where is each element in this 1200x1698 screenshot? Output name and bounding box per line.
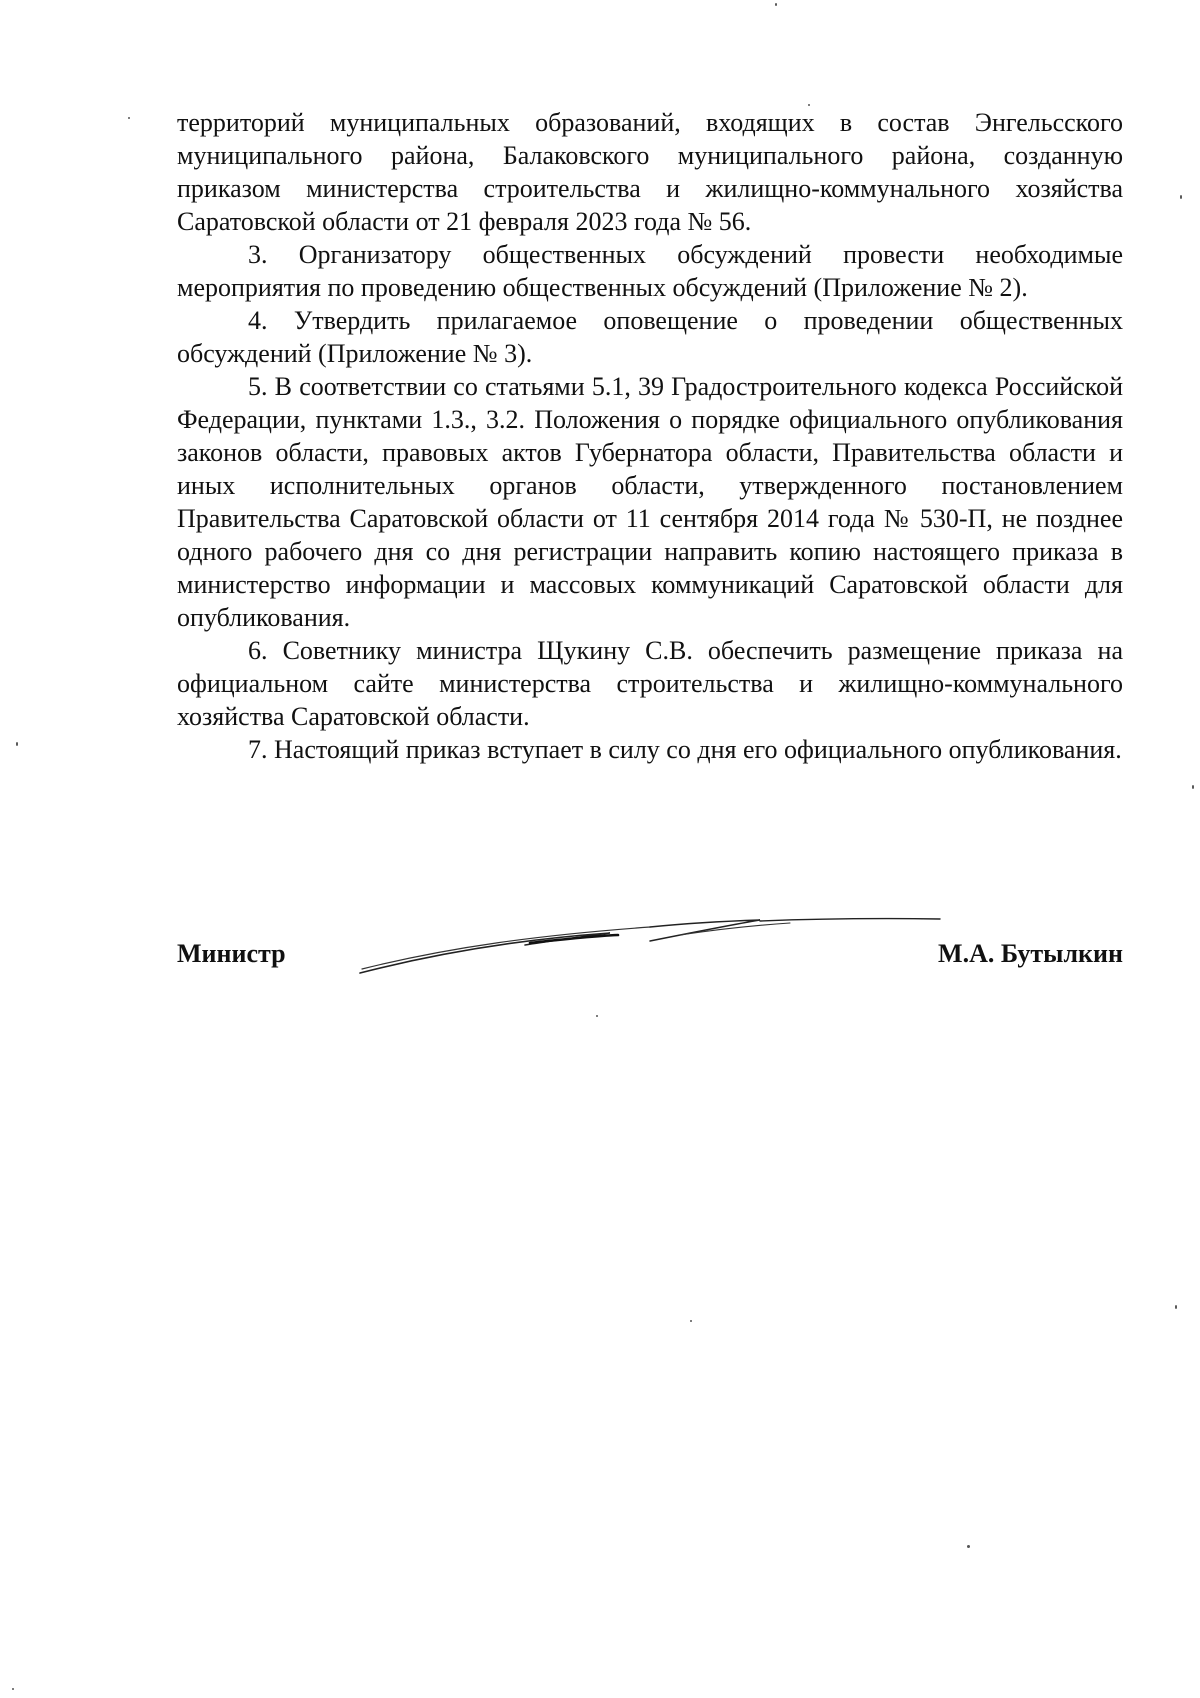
paragraph-4: 4. Утвердить прилагаемое оповещение о проведении общественных обсуждений (Приложение № 3). [177,306,1123,368]
scan-speck [1180,195,1182,199]
signatory-position: Министр [177,939,286,968]
scan-speck [967,1545,970,1548]
signatory-name: М.А. Бутылкин [938,939,1123,968]
paragraph-7: 7. Настоящий приказ вступает в силу со дня его официального опубликования. [248,735,1122,764]
scan-speck [596,1015,598,1017]
scan-speck [1192,785,1194,789]
scan-speck [128,117,130,119]
scan-speck [16,742,18,746]
scan-speck [808,104,810,106]
document-body [177,106,1123,766]
scan-speck [12,1688,14,1690]
paragraph-3: 3. Организатору общественных обсуждений провести необходимые мероприятия по проведению общественных обсуждений (Приложение № 2). [177,240,1123,302]
paragraph-5: 5. В соответствии со статьями 5.1, 39 Градостроительного кодекса Российской Федерации, пунктами 1.3., 3.2. Положения о порядке официального опубликования законов области, правовых актов Губернатора области, Правительства области и иных исполнительных органов области, утвержденного постановлением Правительства Саратовской области от 11 сентября 2014 года № 530-П, не позднее одного рабочего дня со дня регистрации направить копию настоящего приказа в министерство информации и массовых коммуникаций Саратовской области для опубликования. [177,372,1123,632]
scan-speck [690,1320,692,1322]
scan-speck [1175,1305,1177,1309]
scan-speck [775,3,777,6]
signature-block [177,930,1123,978]
paragraph-6: 6. Советнику министра Щукину С.В. обеспечить размещение приказа на официальном сайте министерства строительства и жилищно-коммунального хозяйства Саратовской области. [177,636,1123,731]
paragraph-2-continuation: территорий муниципальных образований, входящих в состав Энгельсского муниципального района, Балаковского муниципального района, созданную приказом министерства строительства и жилищно-коммунального хозяйства Саратовской области от 21 февраля 2023 года № 56. [177,108,1123,236]
